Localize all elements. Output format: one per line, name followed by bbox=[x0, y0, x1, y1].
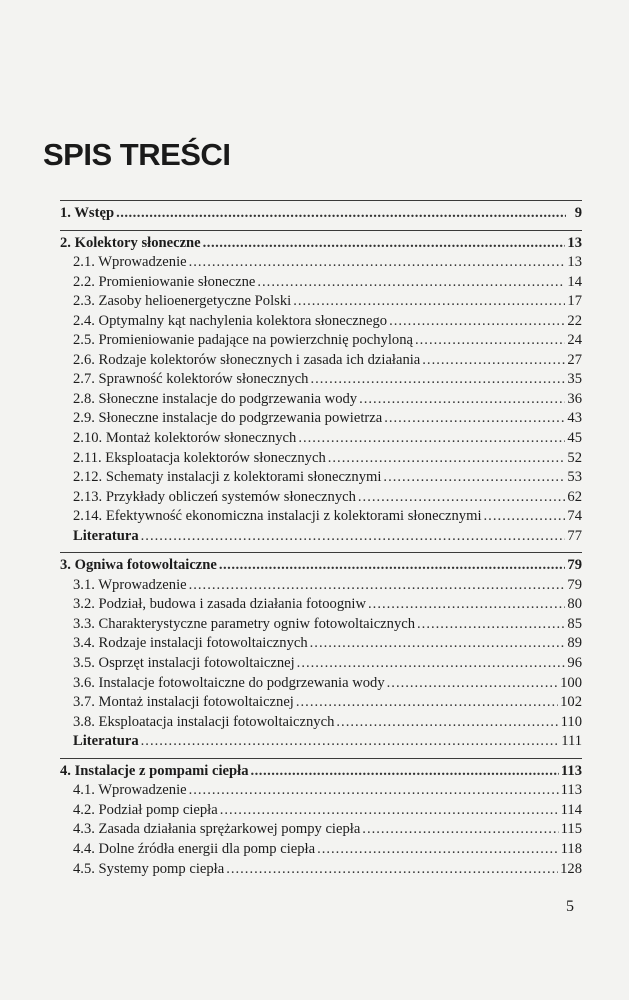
toc-entry-label: 2.1. Wprowadzenie bbox=[73, 254, 187, 271]
toc-entry-label: 4.3. Zasada działania sprężarkowej pompy ciepła bbox=[73, 821, 361, 838]
toc-entry-page: 45 bbox=[567, 430, 582, 447]
toc-entry-page: 100 bbox=[560, 674, 582, 691]
dot-leader bbox=[293, 292, 565, 312]
toc-entry-page: 35 bbox=[567, 371, 582, 388]
toc-heading-page: 79 bbox=[567, 557, 582, 574]
toc-entry-page: 102 bbox=[560, 694, 582, 711]
toc-entry-page: 43 bbox=[567, 410, 582, 427]
toc-entry-page: 27 bbox=[567, 351, 582, 368]
toc-entry[interactable] bbox=[60, 840, 582, 860]
toc-entry-label: 3.2. Podział, budowa i zasada działania fotoogniw bbox=[73, 596, 367, 613]
toc-entry[interactable] bbox=[60, 576, 582, 596]
toc-heading[interactable] bbox=[60, 556, 582, 576]
toc-entry-label: 2.10. Montaż kolektorów słonecznych bbox=[73, 430, 297, 447]
toc-entry-page: 22 bbox=[567, 312, 582, 329]
toc-entry-page: 96 bbox=[567, 655, 582, 672]
toc-heading-label: 2. Kolektory słoneczne bbox=[60, 234, 201, 251]
dot-leader bbox=[336, 713, 558, 733]
dot-leader bbox=[383, 468, 565, 488]
dot-leader bbox=[141, 732, 560, 752]
toc-entry-label: 3.1. Wprowadzenie bbox=[73, 576, 187, 593]
toc-entry-label: 4.4. Dolne źródła energii dla pomp ciepła bbox=[73, 840, 316, 857]
toc-entry-label: 2.4. Optymalny kąt nachylenia kolektora słonecznego bbox=[73, 312, 388, 329]
toc-entry-page: 115 bbox=[560, 821, 582, 838]
toc-literature[interactable] bbox=[60, 527, 582, 547]
toc-heading-label: 4. Instalacje z pompami ciepła bbox=[60, 762, 249, 779]
toc-heading[interactable] bbox=[60, 204, 582, 224]
toc-entry-page: 128 bbox=[560, 860, 582, 877]
table-of-contents bbox=[60, 200, 582, 879]
toc-entry[interactable] bbox=[60, 409, 582, 429]
toc-entry-label: 4.1. Wprowadzenie bbox=[73, 782, 187, 799]
toc-heading-page: 13 bbox=[567, 234, 582, 251]
toc-entry-label: 3.5. Osprzęt instalacji fotowoltaicznej bbox=[73, 655, 295, 672]
toc-entry[interactable] bbox=[60, 507, 582, 527]
dot-leader bbox=[317, 840, 559, 860]
toc-entry[interactable] bbox=[60, 713, 582, 733]
toc-section-1 bbox=[60, 200, 582, 224]
toc-entry[interactable] bbox=[60, 370, 582, 390]
toc-literature-label: Literatura bbox=[73, 527, 139, 544]
toc-entry-label: 2.3. Zasoby helioenergetyczne Polski bbox=[73, 293, 292, 310]
toc-entry-label: 4.2. Podział pomp ciepła bbox=[73, 801, 218, 818]
dot-leader bbox=[362, 820, 558, 840]
toc-literature-page: 111 bbox=[561, 733, 582, 750]
toc-entry-page: 110 bbox=[560, 713, 582, 730]
dot-leader bbox=[384, 409, 565, 429]
toc-entry-page: 14 bbox=[567, 273, 582, 290]
toc-entry-page: 74 bbox=[567, 508, 582, 525]
toc-entry-label: 2.11. Eksploatacja kolektorów słonecznych bbox=[73, 449, 326, 466]
dot-leader bbox=[189, 781, 559, 801]
toc-entry-page: 52 bbox=[567, 449, 582, 466]
toc-entry[interactable] bbox=[60, 253, 582, 273]
toc-entry-page: 62 bbox=[567, 488, 582, 505]
toc-entry-label: 2.5. Promieniowanie padające na powierzchnię pochyloną bbox=[73, 332, 413, 349]
toc-entry[interactable] bbox=[60, 390, 582, 410]
toc-entry[interactable] bbox=[60, 801, 582, 821]
toc-entry-label: 2.7. Sprawność kolektorów słonecznych bbox=[73, 371, 309, 388]
toc-entry-label: 2.9. Słoneczne instalacje do podgrzewania powietrza bbox=[73, 410, 383, 427]
toc-entry-page: 24 bbox=[567, 332, 582, 349]
toc-entry[interactable] bbox=[60, 860, 582, 880]
toc-entry-label: 2.13. Przykłady obliczeń systemów słonecznych bbox=[73, 488, 356, 505]
dot-leader bbox=[417, 615, 565, 635]
toc-entry[interactable] bbox=[60, 331, 582, 351]
toc-entry-label: 3.3. Charakterystyczne parametry ogniw fotowoltaicznych bbox=[73, 615, 416, 632]
toc-entry-label: 2.6. Rodzaje kolektorów słonecznych i zasada ich działania bbox=[73, 351, 421, 368]
dot-leader bbox=[389, 312, 565, 332]
toc-entry[interactable] bbox=[60, 595, 582, 615]
page-title: SPIS TREŚCI bbox=[43, 137, 231, 172]
toc-literature-page: 77 bbox=[567, 527, 582, 544]
toc-literature-label: Literatura bbox=[73, 733, 139, 750]
toc-entry-page: 17 bbox=[567, 293, 582, 310]
toc-entry[interactable] bbox=[60, 429, 582, 449]
toc-entry[interactable] bbox=[60, 351, 582, 371]
toc-entry-label: 4.5. Systemy pomp ciepła bbox=[73, 860, 225, 877]
toc-entry-page: 118 bbox=[560, 840, 582, 857]
dot-leader bbox=[484, 507, 566, 527]
toc-entry[interactable] bbox=[60, 292, 582, 312]
toc-entry-page: 113 bbox=[560, 782, 582, 799]
toc-entry[interactable] bbox=[60, 781, 582, 801]
toc-section-3 bbox=[60, 552, 582, 751]
dot-leader bbox=[220, 801, 559, 821]
toc-entry[interactable] bbox=[60, 693, 582, 713]
toc-entry-label: 3.7. Montaż instalacji fotowoltaicznej bbox=[73, 694, 294, 711]
toc-entry-label: 3.4. Rodzaje instalacji fotowoltaicznych bbox=[73, 635, 308, 652]
toc-heading-page: 9 bbox=[574, 205, 582, 221]
dot-leader bbox=[298, 429, 565, 449]
toc-entry-label: 3.8. Eksploatacja instalacji fotowoltaicznych bbox=[73, 713, 335, 730]
toc-entry[interactable] bbox=[60, 468, 582, 488]
toc-section-2 bbox=[60, 230, 582, 547]
toc-entry-label: 2.2. Promieniowanie słoneczne bbox=[73, 273, 256, 290]
toc-entry-page: 89 bbox=[567, 635, 582, 652]
toc-entry-page: 79 bbox=[567, 576, 582, 593]
dot-leader bbox=[257, 273, 565, 293]
dot-leader bbox=[226, 860, 558, 880]
dot-leader bbox=[358, 488, 566, 508]
toc-entry[interactable] bbox=[60, 273, 582, 293]
toc-entry-page: 85 bbox=[567, 615, 582, 632]
dot-leader bbox=[328, 449, 566, 469]
toc-entry-page: 36 bbox=[567, 390, 582, 407]
toc-entry[interactable] bbox=[60, 820, 582, 840]
dot-leader bbox=[116, 204, 566, 224]
toc-heading[interactable] bbox=[60, 762, 582, 782]
page-number: 5 bbox=[566, 898, 574, 915]
toc-literature[interactable] bbox=[60, 732, 582, 752]
toc-entry-page: 80 bbox=[567, 596, 582, 613]
dot-leader bbox=[310, 370, 565, 390]
toc-entry-label: 2.14. Efektywność ekonomiczna instalacji z kolektorami słonecznymi bbox=[73, 508, 482, 525]
dot-leader bbox=[141, 527, 566, 547]
toc-entry-page: 53 bbox=[567, 469, 582, 486]
toc-entry-label: 2.12. Schematy instalacji z kolektorami słonecznymi bbox=[73, 469, 382, 486]
toc-entry-label: 2.8. Słoneczne instalacje do podgrzewania wody bbox=[73, 390, 358, 407]
dot-leader bbox=[189, 253, 566, 273]
toc-heading-page: 113 bbox=[560, 762, 582, 779]
toc-entry[interactable] bbox=[60, 615, 582, 635]
dot-leader bbox=[368, 595, 565, 615]
dot-leader bbox=[415, 331, 565, 351]
toc-entry-page: 114 bbox=[560, 801, 582, 818]
toc-entry[interactable] bbox=[60, 654, 582, 674]
toc-section-4 bbox=[60, 758, 582, 879]
toc-heading-label: 3. Ogniwa fotowoltaiczne bbox=[60, 557, 217, 574]
toc-entry[interactable] bbox=[60, 674, 582, 694]
dot-leader bbox=[422, 351, 565, 371]
dot-leader bbox=[359, 390, 565, 410]
dot-leader bbox=[189, 576, 566, 596]
toc-heading-label: 1. Wstęp bbox=[60, 205, 115, 221]
dot-leader bbox=[251, 762, 559, 782]
toc-heading[interactable] bbox=[60, 234, 582, 254]
toc-entry-label: 3.6. Instalacje fotowoltaiczne do podgrzewania wody bbox=[73, 674, 385, 691]
dot-leader bbox=[296, 693, 558, 713]
dot-leader bbox=[203, 234, 566, 254]
toc-entry[interactable] bbox=[60, 634, 582, 654]
toc-entry[interactable] bbox=[60, 488, 582, 508]
toc-entry[interactable] bbox=[60, 312, 582, 332]
toc-entry[interactable] bbox=[60, 449, 582, 469]
dot-leader bbox=[310, 634, 566, 654]
toc-entry-page: 13 bbox=[567, 254, 582, 271]
dot-leader bbox=[297, 654, 566, 674]
dot-leader bbox=[219, 556, 566, 576]
dot-leader bbox=[387, 674, 558, 694]
